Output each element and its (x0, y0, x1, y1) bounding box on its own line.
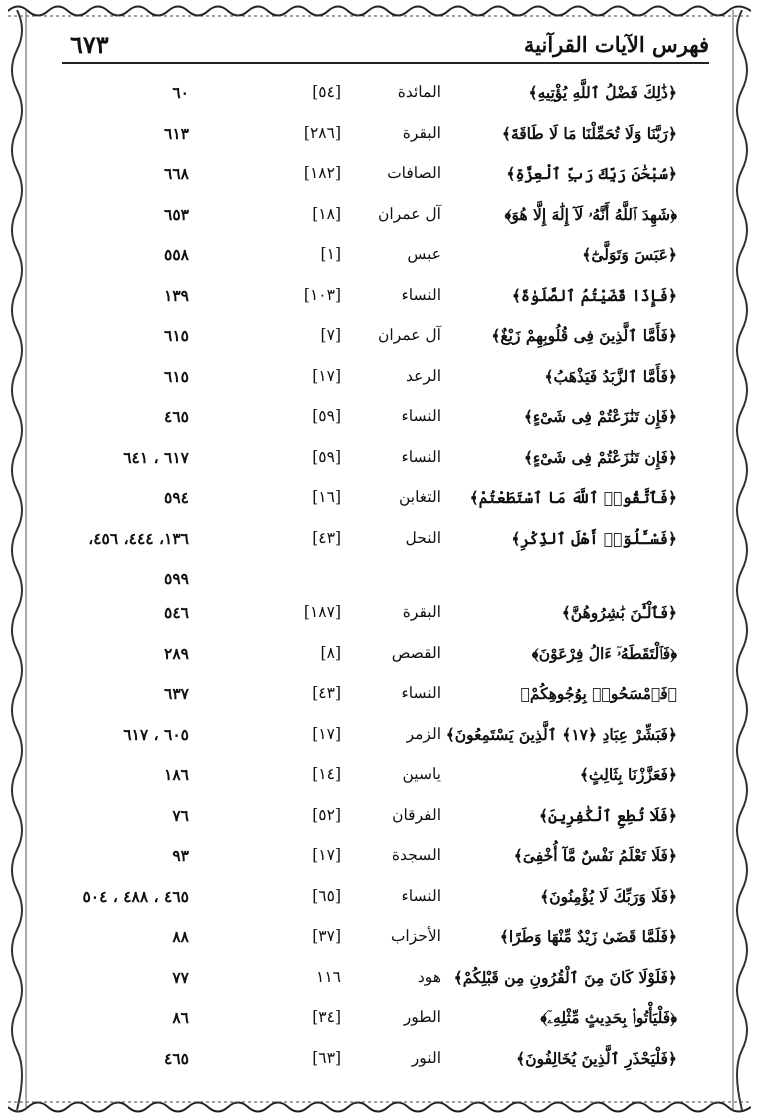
surah-name: الفرقان (392, 805, 441, 824)
index-row (0, 361, 759, 402)
page-refs: ٤٦٥ ، ٤٨٨ ، ٥٠٤ (82, 886, 189, 906)
verse-text: ﴿فَعَزَّزْنَا بِثَالِثٍ﴾ (579, 765, 677, 784)
index-row (0, 719, 759, 760)
verse-text: ﴿فَأَمَّا ٱلزَّبَدُ فَيَذْهَبُ﴾ (544, 366, 677, 386)
verse-text: ﴿فَإِن تَنَٰزَعْتُمْ فِى شَىْءٍ﴾ (523, 407, 677, 426)
page-refs: ١٣٦، ٤٤٤، ٤٥٦، (88, 528, 189, 548)
index-row (0, 921, 759, 962)
surah-name: عبس (407, 245, 441, 263)
verse-text: ﴿فَٱتَّقُوا۟ ٱللَّهَ مَا ٱسْتَطَعْتُمْ﴾ (469, 488, 677, 507)
ayah-number: [١٧] (312, 846, 341, 864)
surah-name: آل عمران (378, 204, 441, 223)
ayah-number: [١٠٣] (303, 285, 341, 304)
surah-name: البقرة (402, 603, 441, 621)
page-refs: ٦١٣ (164, 123, 189, 143)
ayah-number: [١٧] (312, 724, 341, 743)
header-divider (62, 62, 709, 64)
ayah-number: [١٦] (312, 488, 341, 506)
ayah-number: [١٧] (312, 366, 341, 385)
ayah-number: [٥٢] (312, 805, 341, 824)
ayah-number: [١٨٧] (303, 603, 341, 621)
verse-text: ﴿فَلَوْلَا كَانَ مِنَ ٱلْقُرُونِ مِن قَبْلِكُمْ﴾ (453, 967, 677, 987)
surah-name: النور (411, 1048, 441, 1067)
index-row (0, 1002, 759, 1043)
ayah-number: [١] (320, 245, 341, 263)
ayah-number: [١٤] (312, 765, 341, 783)
index-row (0, 239, 759, 280)
ayah-number: ١١٦ (316, 967, 341, 986)
index-row (0, 77, 759, 118)
ayah-number: [١٨] (312, 204, 341, 223)
ayah-number: [٤٣] (312, 684, 341, 702)
page-refs: ٨٨ (172, 927, 189, 946)
index-row (0, 678, 759, 719)
ayah-number: [٦٥] (312, 886, 341, 905)
index-row (0, 597, 759, 638)
page-title: فهرس الآيات القرآنية (523, 32, 709, 57)
surah-name: النحل (405, 528, 441, 547)
decorative-border-top (8, 2, 751, 20)
verse-text: ﴿فَإِن تَنَٰزَعْتُمْ فِى شَىْءٍ﴾ (523, 447, 677, 467)
verse-text: ﴿فَإِذَا قَضَيْتُمُ ٱلصَّلَوٰةَ﴾ (511, 285, 677, 305)
verse-text: ﴿فَلَا تُطِعِ ٱلْكَٰفِرِينَ﴾ (539, 805, 677, 825)
page-refs: ٦١٧ ، ٦٤١ (123, 447, 189, 467)
surah-name: الزمر (406, 724, 441, 743)
index-row (0, 482, 759, 523)
verse-text: ﴿فَلْيَحْذَرِ ٱلَّذِينَ يُخَالِفُونَ﴾ (516, 1048, 677, 1068)
page-refs: ٧٧ (172, 967, 189, 987)
surah-name: البقرة (402, 123, 441, 142)
page-refs: ٦٠٥ ، ٦١٧ (123, 724, 189, 744)
surah-name: هود (417, 967, 441, 986)
surah-name: النساء (401, 684, 441, 702)
page-refs: ٢٨٩ (164, 643, 189, 663)
verse-text: ﴿فَسْـَٔلُوٓا۟ أَهْلَ ٱلذِّكْرِ﴾ (511, 528, 677, 548)
page-refs: ٦٠ (172, 83, 189, 102)
verse-text: ﴿ذَٰلِكَ فَضْلُ ٱللَّهِ يُؤْتِيهِ﴾ (528, 83, 677, 102)
verse-text: ﴿شَهِدَ ٱللَّهُ أَنَّهُۥ لَآ إِلَٰهَ إِلَّا هُوَ﴾ (504, 204, 677, 224)
index-row (0, 118, 759, 159)
surah-name: ياسين (402, 765, 441, 783)
surah-name: الطور (403, 1008, 441, 1026)
ayah-number: [٥٩] (312, 407, 341, 425)
verse-text: ﴿سُبْحَٰنَ رَبِّكَ رَبِّ ٱلْعِزَّةِ﴾ (506, 164, 677, 183)
index-row (0, 962, 759, 1003)
surah-name: الأحزاب (390, 927, 441, 945)
page-refs: ٦١٥ (164, 366, 189, 386)
index-row (0, 442, 759, 483)
ayah-number: [٨] (320, 643, 341, 662)
index-row (0, 840, 759, 881)
verse-text: ﴿فَٱمْسَحُوا۟ بِوُجُوهِكُمْ﴾ (520, 684, 677, 703)
page-refs: ٨٦ (172, 1008, 189, 1027)
page-refs: ٦٥٣ (164, 204, 189, 224)
surah-name: النساء (401, 886, 441, 905)
page-refs: ٦٣٧ (164, 684, 189, 703)
page-refs: ٤٦٥ (164, 407, 189, 426)
surah-name: التغابن (398, 488, 441, 506)
page-refs: ٥٥٨ (164, 245, 189, 264)
index-row (0, 401, 759, 442)
index-row (0, 199, 759, 240)
surah-name: آل عمران (378, 326, 441, 344)
surah-name: الصافات (387, 164, 441, 182)
page-refs: ٩٣ (172, 846, 189, 865)
page-refs: ٥٩٤ (164, 488, 189, 507)
index-row (0, 280, 759, 321)
surah-name: النساء (401, 285, 441, 304)
ayah-number: [١٨٢] (303, 164, 341, 182)
verse-index-list (0, 77, 759, 1083)
page-refs: ٦٦٨ (164, 164, 189, 183)
surah-name: القصص (391, 643, 441, 662)
ayah-number: [٦٣] (312, 1048, 341, 1067)
surah-name: السجدة (391, 846, 441, 864)
verse-text: ﴿فَبَشِّرْ عِبَادِ ﴿١٧﴾ ٱلَّذِينَ يَسْتَمِعُونَ﴾ (445, 724, 677, 744)
ayah-number: [٣٤] (312, 1008, 341, 1026)
verse-text: ﴿رَبَّنَا وَلَا تُحَمِّلْنَا مَا لَا طَاقَةَ﴾ (501, 123, 677, 143)
verse-text: ﴿فَٱلْتَقَطَهُۥٓ ءَالُ فِرْعَوْنَ﴾ (531, 643, 677, 663)
ayah-number: [٧] (320, 326, 341, 344)
page-number: ٦٧٣ (70, 30, 109, 59)
verse-text: ﴿فَأَمَّا ٱلَّذِينَ فِى قُلُوبِهِمْ زَيْغٌ﴾ (491, 326, 677, 345)
surah-name: النساء (401, 407, 441, 425)
ayah-number: [٤٣] (312, 528, 341, 547)
page-refs: ٥٤٦ (164, 603, 189, 622)
verse-text: ﴿عَبَسَ وَتَوَلَّىٰٓ﴾ (582, 245, 677, 264)
page-refs: ٦١٥ (164, 326, 189, 345)
index-row (0, 638, 759, 679)
surah-name: الرعد (406, 366, 441, 385)
ayah-number: [٥٤] (312, 83, 341, 101)
verse-text: ﴿فَلَا وَرَبِّكَ لَا يُؤْمِنُونَ﴾ (540, 886, 677, 906)
verse-text: ﴿فَلَا تَعْلَمُ نَفْسٌ مَّآ أُخْفِىَ﴾ (513, 846, 677, 865)
ayah-number: [٣٧] (312, 927, 341, 945)
page-refs: ١٨٦ (164, 765, 189, 784)
index-row (0, 523, 759, 564)
page-refs: ١٣٩ (164, 285, 189, 305)
ayah-number: [٥٩] (312, 447, 341, 466)
index-row (0, 759, 759, 800)
index-row (0, 800, 759, 841)
page-refs: ٤٦٥ (164, 1048, 189, 1068)
verse-text: ﴿فَٱلْـَٰٔنَ بَٰشِرُوهُنَّ﴾ (561, 603, 677, 622)
page-refs: ٧٦ (172, 805, 189, 825)
page-header (60, 30, 709, 60)
index-row (0, 158, 759, 199)
surah-name: المائدة (397, 83, 441, 101)
index-row (0, 881, 759, 922)
ayah-number: [٢٨٦] (303, 123, 341, 142)
index-row (0, 320, 759, 361)
index-row-continuation (0, 563, 759, 597)
verse-text: ﴿فَلَمَّا قَضَىٰ زَيْدٌ مِّنْهَا وَطَرًا﴾ (499, 927, 677, 946)
index-row (0, 1043, 759, 1084)
page-refs: ٥٩٩ (164, 569, 189, 588)
decorative-border-bottom (8, 1098, 751, 1116)
surah-name: النساء (401, 447, 441, 466)
verse-text: ﴿فَلْيَأْتُوا۟ بِحَدِيثٍ مِّثْلِهِۦٓ﴾ (540, 1008, 677, 1027)
